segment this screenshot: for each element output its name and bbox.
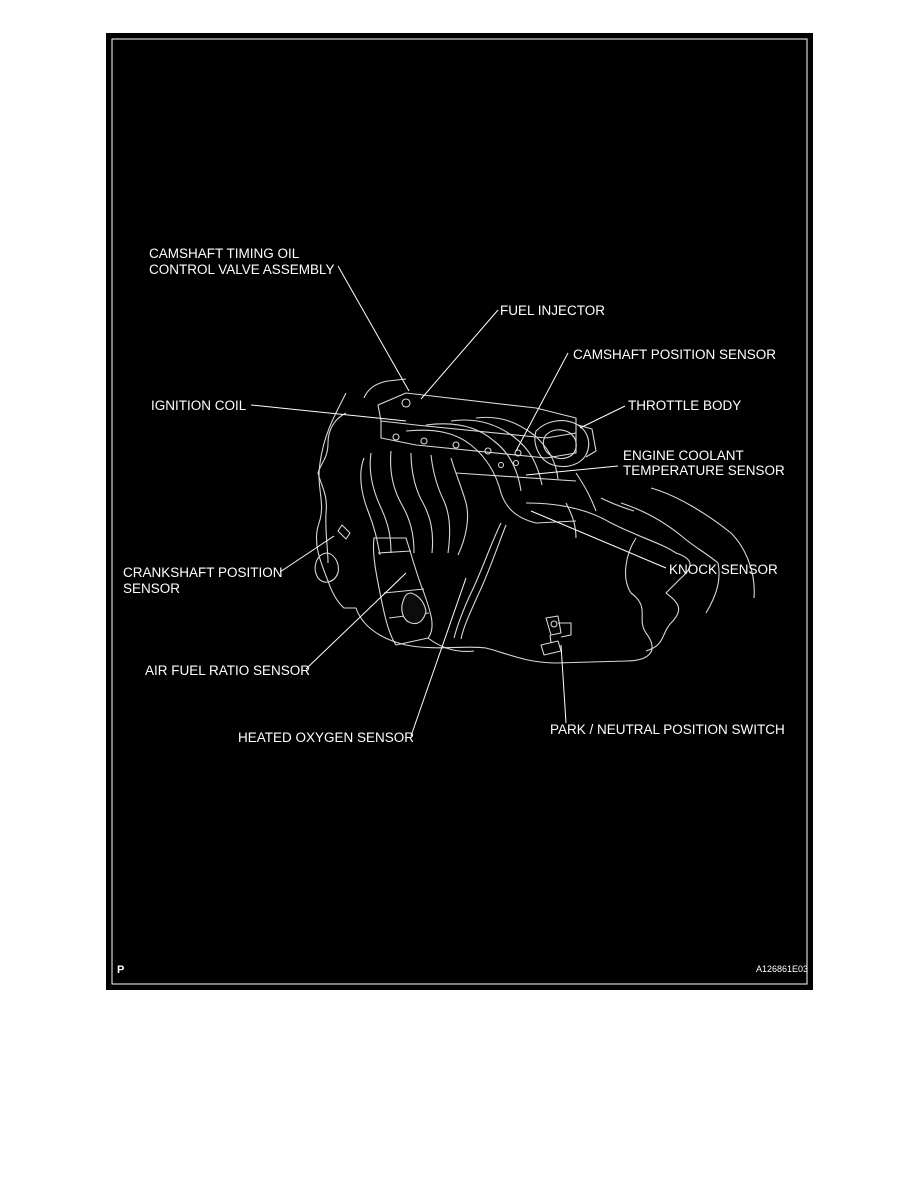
label-camshaft-position-sensor: CAMSHAFT POSITION SENSOR bbox=[573, 347, 777, 362]
label-camshaft-timing-oil-control-valve-line2: CONTROL VALVE ASSEMBLY bbox=[149, 262, 335, 277]
label-heated-oxygen-sensor: HEATED OXYGEN SENSOR bbox=[238, 730, 415, 745]
inner-frame bbox=[112, 39, 807, 984]
leader-camshaft-timing-oil-control-valve bbox=[338, 266, 409, 391]
engine-illustration bbox=[315, 379, 754, 663]
leader-air-fuel-ratio-sensor bbox=[306, 573, 406, 669]
label-crankshaft-position-sensor-line2: SENSOR bbox=[123, 581, 181, 596]
leader-throttle-body bbox=[580, 406, 625, 428]
label-engine-coolant-temperature-sensor-line1: ENGINE COOLANT bbox=[623, 448, 744, 463]
label-knock-sensor: KNOCK SENSOR bbox=[669, 562, 778, 577]
label-crankshaft-position-sensor-line1: CRANKSHAFT POSITION bbox=[123, 565, 283, 580]
leader-camshaft-position-sensor bbox=[516, 353, 568, 451]
leader-park-neutral-position-switch bbox=[561, 645, 566, 723]
label-air-fuel-ratio-sensor: AIR FUEL RATIO SENSOR bbox=[145, 663, 311, 678]
label-park-neutral-position-switch: PARK / NEUTRAL POSITION SWITCH bbox=[550, 722, 785, 737]
label-ignition-coil: IGNITION COIL bbox=[151, 398, 247, 413]
leader-knock-sensor bbox=[531, 511, 666, 568]
leader-lines bbox=[251, 266, 666, 736]
corner-mark-p: P bbox=[117, 964, 125, 976]
leader-crankshaft-position-sensor bbox=[280, 536, 334, 572]
label-throttle-body: THROTTLE BODY bbox=[628, 398, 742, 413]
figure-panel bbox=[106, 33, 813, 990]
figure-id: A126861E03 bbox=[756, 964, 809, 974]
leader-ignition-coil bbox=[251, 405, 406, 421]
leader-engine-coolant-temperature-sensor bbox=[526, 466, 618, 475]
leader-fuel-injector bbox=[421, 310, 498, 399]
label-camshaft-timing-oil-control-valve-line1: CAMSHAFT TIMING OIL bbox=[149, 246, 300, 261]
label-engine-coolant-temperature-sensor-line2: TEMPERATURE SENSOR bbox=[623, 463, 785, 478]
engine-diagram bbox=[106, 33, 813, 990]
label-fuel-injector: FUEL INJECTOR bbox=[500, 303, 606, 318]
